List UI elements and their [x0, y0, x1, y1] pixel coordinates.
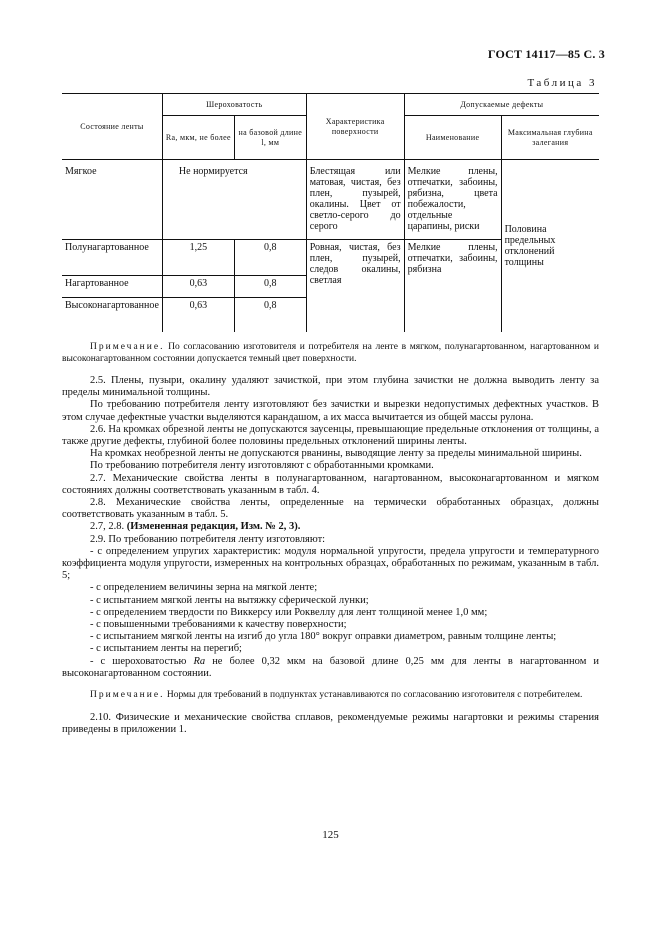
paragraph-2-5b: По требованию потребителя ленту изготовляют без зачистки и вырезки недопустимых дефектных участков. В этом случае дефектные участки выделяются карандашом, а их масса вычитается из общей массы рулона.: [62, 399, 599, 423]
page-number: 125: [322, 829, 339, 841]
paragraph-2-8: 2.8. Механические свойства ленты, определенные на термически обработанных образцах, должны соответствовать указанным в табл. 5.: [62, 497, 599, 521]
list-item: - с определением величины зерна на мягкой ленте;: [90, 582, 318, 594]
ra-cell: 1,25: [162, 240, 234, 276]
base-length-cell: 0,8: [234, 276, 306, 298]
document-code: ГОСТ 14117—85 С. 3: [487, 47, 605, 61]
state-cell: Нагартованное: [62, 276, 162, 298]
paragraph-2-10: 2.10. Физические и механические свойства сплавов, рекомендуемые режимы нагартовки и режимы старения приведены в приложении 1.: [62, 711, 599, 735]
ra-cell: 0,63: [162, 298, 234, 332]
surface-cell: Ровная, чистая, без плен, пузырей, следов окалины, светлая: [306, 240, 404, 332]
header-state: Состояние ленты: [62, 94, 162, 160]
header-defect-name: Наименование: [404, 116, 501, 160]
note-text: Нормы для требований в подпунктах устанавливаются по согласованию изготовителя с потребителем.: [166, 690, 583, 701]
paragraph-2-7: 2.7. Механические свойства ленты в полунагартованном, нагартованном, высоконагартованном и мягком состояниях должны соответствовать указанным в табл. 4.: [62, 472, 599, 496]
state-cell: Высоконагартованное: [62, 298, 162, 332]
document-body: [62, 342, 599, 736]
list-item: - с испытанием ленты на перегиб;: [90, 643, 242, 655]
header-max-depth: Максимальная глубина залегания: [501, 116, 599, 160]
list-item: - с определением твердости по Виккерсу или Роквеллу для лент толщиной менее 1,0 мм;: [90, 606, 488, 618]
table-row: [62, 160, 599, 240]
roughness-defects-table: [62, 93, 599, 332]
header-ra: Ra, мкм, не более: [162, 116, 234, 160]
defects-cell: Мелкие плены, отпечатки, забоины, рябизна: [404, 240, 501, 332]
header-base-length: на базовой длине l, мм: [234, 116, 306, 160]
note-paragraph: [62, 690, 599, 702]
paragraph-2-6: 2.6. На кромках обрезной ленты не допускаются заусенцы, превышающие предельные отклонения от толщины, а также другие дефекты, глубиной более половины предельных отклонений ширины ленты.: [62, 423, 599, 448]
edition-numbers: 2.7, 2.8.: [90, 521, 125, 533]
note-label: Примечание.: [90, 342, 165, 352]
list-item: - с повышенными требованиями к качеству поверхности;: [90, 619, 347, 631]
base-length-cell: 0,8: [234, 298, 306, 332]
defects-cell: Мелкие плены, отпечатки, забоины, рябизна, цвета побежалости, отдельные царапины, риски: [404, 160, 501, 240]
table-caption: Таблица 3: [527, 77, 597, 89]
header-roughness: Шероховатость: [162, 94, 306, 116]
base-length-cell: 0,8: [234, 240, 306, 276]
note-label: Примечание.: [90, 690, 165, 701]
depth-cell: Половина предельных отклонений толщины: [504, 223, 556, 268]
list-item: - с испытанием мягкой ленты на изгиб до угла 180° вокруг оправки диаметром, равным толщине ленты;: [90, 631, 557, 643]
paragraph-2-6b: На кромках необрезной ленты не допускаются рванины, выводящие ленту за пределы минимальной ширины.: [90, 448, 582, 460]
state-cell: Мягкое: [62, 160, 162, 240]
state-cell: Полунагартованное: [62, 240, 162, 276]
header-surface: Характеристика поверхности: [306, 94, 404, 160]
ra-cell: Не нормируется: [162, 160, 306, 240]
paragraph-2-9: 2.9. По требованию потребителя ленту изготовляют:: [90, 533, 326, 545]
list-item: - с испытанием мягкой ленты на вытяжку сферической лунки;: [90, 594, 369, 606]
surface-cell: Блестящая или матовая, чистая, без плен, пузырей, окалины. Цвет от светло-серого до серого: [306, 160, 404, 240]
edition-note: [62, 521, 599, 533]
ra-symbol: Ra: [193, 655, 206, 667]
paragraph-2-5: 2.5. Плены, пузыри, окалину удаляют зачисткой, при этом глубина зачистки не должна выводить ленту за пределы минимальной толщины.: [62, 375, 599, 399]
edition-text: (Измененная редакция, Изм. № 2, 3).: [126, 521, 301, 533]
note-paragraph: [62, 342, 599, 365]
list-item: - с шероховатостью Ra не более 0,32 мкм на базовой длине 0,25 мм для ленты в нагартованном и высоконагартованном состоянии.: [62, 655, 600, 679]
header-defects: Допускаемые дефекты: [404, 94, 599, 116]
paragraph-2-6c: По требованию потребителя ленту изготовляют с обработанными кромками.: [90, 460, 434, 472]
note-text: По согласованию изготовителя и потребителя на ленте в мягком, полунагартованном, нагартованном и высоконагартованном состоянии допускается темный цвет поверхности.: [62, 342, 599, 364]
list-item: - с определением упругих характеристик: модуля нормальной упругости, предела упругости и температурного коэффициента модуля упругости, измеренных на контрольных образцах, обработанных по режимам, указанным в табл. 5;: [62, 545, 599, 582]
ra-cell: 0,63: [162, 276, 234, 298]
